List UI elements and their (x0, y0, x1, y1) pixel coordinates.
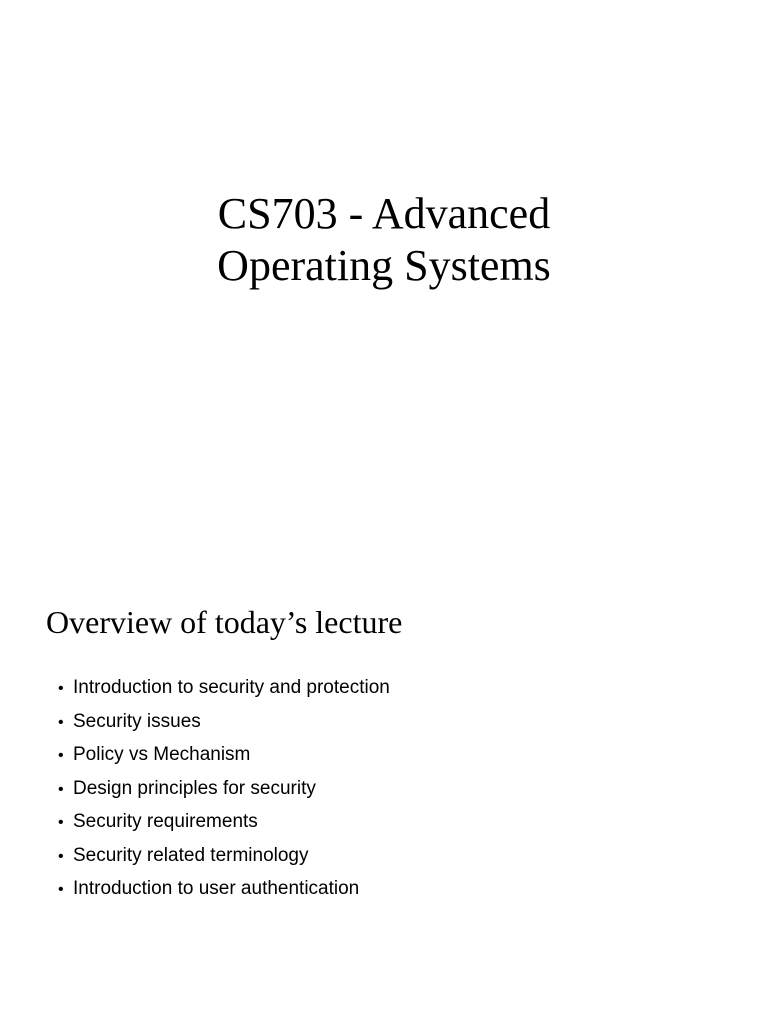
list-item-text: Security related terminology (73, 844, 309, 866)
list-item-text: Security issues (73, 710, 201, 732)
bullet-icon: • (58, 680, 64, 697)
overview-bullet-list (58, 672, 390, 907)
bullet-icon: • (58, 814, 64, 831)
list-item (58, 873, 390, 907)
overview-heading: Overview of today’s lecture (46, 604, 403, 640)
list-item (58, 806, 390, 840)
bullet-icon: • (58, 847, 64, 865)
bullet-icon: • (58, 780, 64, 798)
bullet-icon: • (58, 713, 64, 731)
bullet-icon: • (58, 881, 64, 898)
list-item (58, 706, 390, 740)
slide-title-line-2: Operating Systems (217, 241, 551, 290)
list-item (58, 739, 390, 773)
list-item (58, 840, 390, 874)
slide-title-line-1: CS703 - Advanced (217, 189, 551, 238)
slide-title (0, 188, 768, 292)
list-item (58, 672, 390, 706)
list-item-text: Introduction to security and protection (73, 677, 390, 698)
list-item-text: Security requirements (73, 811, 258, 832)
list-item-text: Policy vs Mechanism (73, 744, 251, 765)
list-item-text: Introduction to user authentication (73, 878, 360, 899)
list-item-text: Design principles for security (73, 777, 316, 799)
bullet-icon: • (58, 747, 64, 764)
list-item (58, 773, 390, 807)
